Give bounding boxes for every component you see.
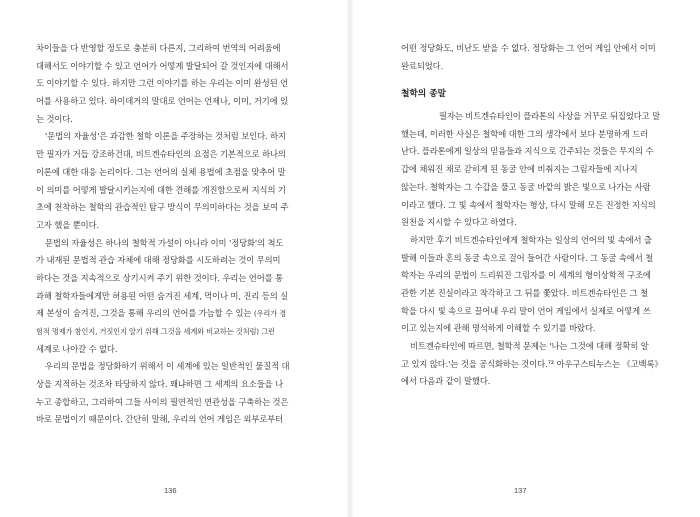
body-line: 어떤 정당화도, 비난도 받을 수 없다. 정당화는 그 언어 게임 안에서 이미 [401, 43, 656, 53]
section-heading: 철학의 종말 [401, 89, 446, 100]
body-line: 학자는 우리의 문법이 드리워진 그림자를 이 세계의 형이상학적 구조에 [401, 270, 651, 281]
body-line: 이 의미를 어떻게 발달시키는지에 대한 견해를 개진함으로써 지식의 기 [36, 184, 286, 195]
body-line: 만 필자가 거듭 강조하건대, 비트겐슈타인의 요점은 기본적으로 하나의 [36, 149, 286, 160]
body-line: 세계로 나아갈 수 없다. [36, 343, 118, 354]
body-line: 고 있지 않다.'는 것을 공식화하는 것이다.⁷² 아우구스티누스는 《고백록》 [401, 358, 663, 369]
body-line: 않는다. 철학자는 그 수갑을 풀고 동굴 바깥의 밝은 빛으로 나가는 사람 [401, 181, 651, 192]
body-line: 에서 다음과 같이 말했다. [401, 376, 491, 387]
body-line: 고자 했을 뿐이다. [36, 219, 100, 230]
body-line: 과해 철학자들에게만 허용된 어떤 숨겨진 세계, 먹이나 미, 진리 등의 실 [36, 290, 289, 301]
left-page-body [36, 40, 322, 429]
right-page [350, 0, 700, 517]
body-line: 어를 사용하고 있다. 하이데거의 말대로 언어는 언제나, 이미, 거기에 있 [36, 96, 289, 107]
body-line: '문법의 자율성'은 과감한 철학 이론을 주장하는 것처럼 보인다. 하지 [45, 131, 286, 142]
body-line: 이라고 했다. 그 빛 속에서 철학자는 형상, 다시 말해 모든 진정한 지식의 [401, 199, 656, 210]
body-line: 하지만 후기 비트겐슈타인에게 철학자는 일상의 언어의 빛 속에서 출 [410, 234, 652, 245]
body-line: 초에 천착하는 철학의 관습적인 탐구 방식이 무의미하다는 것을 보여 주 [36, 202, 289, 213]
body-line: 난다. 플라톤에게 일상의 믿음들과 지식으로 간주되는 것들은 무지의 수 [401, 146, 654, 157]
body-line-text: 제 본성이 숨겨진, 그것을 통해 우리의 언어를 가늠할 수 있는 [36, 308, 254, 319]
body-line: 학을 다시 빛 속으로 끌어내 우리 말이 언어 게임에서 실제로 어떻게 쓰 [401, 305, 651, 316]
body-line: 우리의 문법을 정당화하기 위해서 이 세계에 있는 일반적인 물질적 대 [45, 361, 290, 372]
inline-note: (우리가 경 [253, 309, 287, 319]
body-line: 문법의 자율성은 하나의 철학적 가설이 아니라 이미 '정당화'의 척도 [45, 237, 284, 248]
section-spacer [401, 75, 677, 86]
body-line: 하다는 것을 지속적으로 상기시켜 주기 위한 것이다. 우리는 언어를 통 [36, 272, 283, 283]
body-line: 발해 이들과 혼의 동굴 속으로 걸어 들어간 사람이다. 그 동굴 속에서 철 [401, 252, 654, 263]
body-line: 비트겐슈타인에 따르면, 철학적 문제는 '나는 그것에 대해 정확히 알 [410, 341, 649, 351]
body-line-note: 험적 명제가 참인지, 거짓인지 알기 위해 그것을 세계와 비교하는 것처럼) 그런 [36, 327, 275, 336]
body-line: 도 이야기할 수 있다. 하지만 그런 이야기를 하는 우리는 이미 완성된 언 [36, 78, 289, 89]
body-line: 누고 종합하고, 그리하여 그들 사이의 필연적인 연관성을 구축하는 것은 [36, 396, 289, 407]
body-line: 관한 기본 진실이라고 착각하고 그 뒤를 쫓았다. 비트겐슈타인은 그 철 [401, 287, 648, 298]
body-line: 는 것이다. [36, 113, 73, 124]
body-line [36, 305, 322, 323]
body-line: 상을 지적하는 것조차 타당하지 않다. 왜냐하면 그 세계의 요소들을 나 [36, 379, 283, 390]
body-line: 바로 문법이기 때문이다. 간단히 말해, 우리의 언어 게임은 외부로부터 [36, 414, 283, 425]
body-line: 이론에 대한 대응 논리이다. 그는 언어의 실체 용법에 초점을 맞추어 말 [36, 166, 286, 177]
right-page-body [401, 40, 677, 391]
body-line: 차이들을 다 반영할 정도로 충분히 다른지, 그리하여 번역의 어려움에 [36, 43, 281, 53]
page-number: 136 [164, 486, 177, 495]
body-line: 원천을 지시할 수 있다고 하였다. [401, 217, 517, 228]
body-line: 대해서도 이야기할 수 있고 언어가 어떻게 발달되어 갈 것인지에 대해서 [36, 60, 289, 71]
body-line: 완료되었다. [401, 60, 444, 71]
page-number: 137 [514, 486, 527, 495]
body-line: 했는데, 이러한 사실은 철학에 대한 그의 생각에서 보다 분명하게 드러 [401, 128, 648, 139]
body-line: 필자는 비트겐슈타인이 플라톤의 사상을 거꾸로 뒤집었다고 말 [439, 111, 661, 122]
body-line: 가 내재된 문법적 관습 자체에 대해 정당화를 시도하려는 것이 무의미 [36, 255, 281, 266]
body-line: 갑에 채워진 채로 갇히게 된 동굴 안에 비춰지는 그림자들에 지나지 [401, 164, 638, 175]
body-line: 이고 있는지에 관해 명석하게 이해할 수 있기를 바랐다. [401, 323, 596, 334]
